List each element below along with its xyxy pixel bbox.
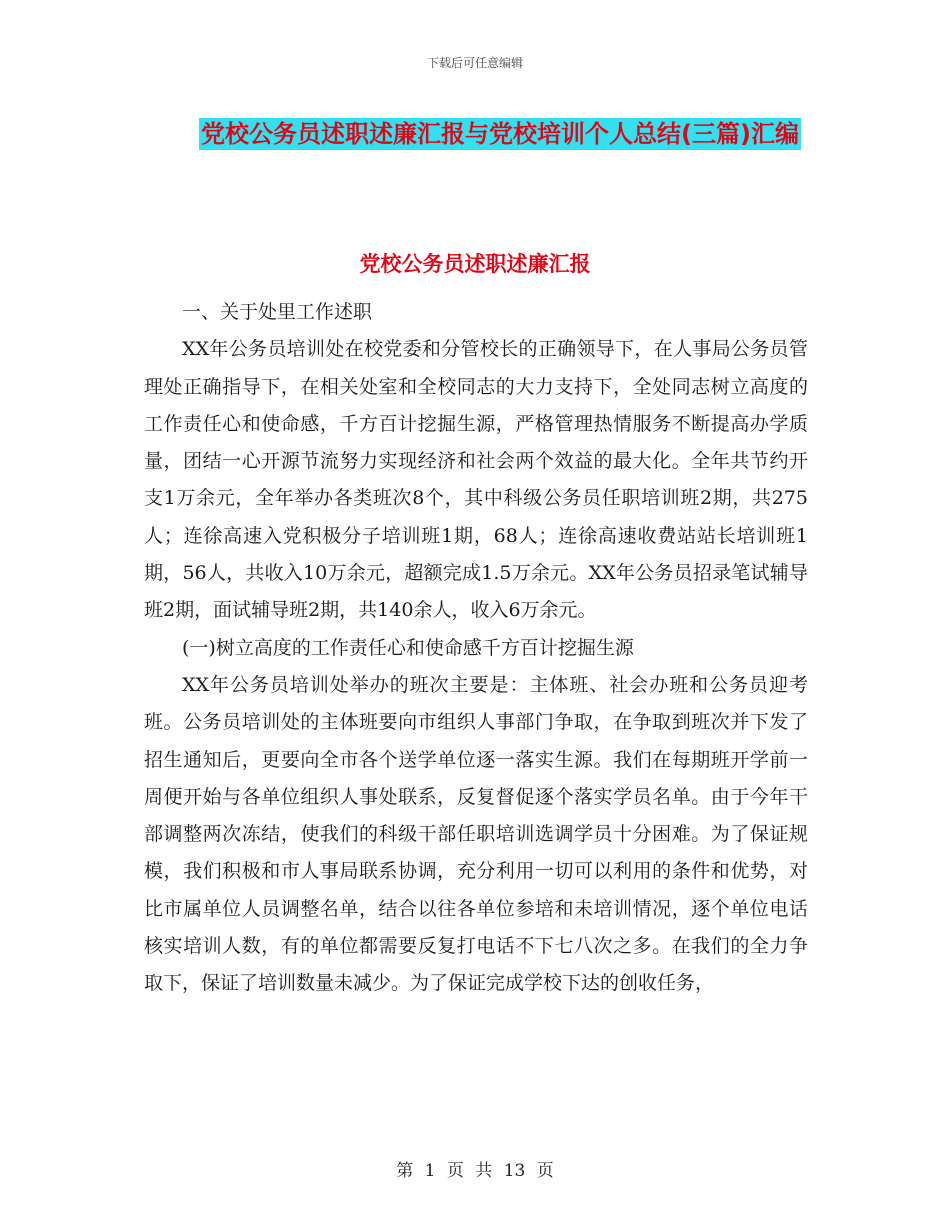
page-header: 下载后可任意编辑	[426, 56, 523, 70]
page-footer: 第 1 页 共 13 页	[396, 1161, 554, 1181]
subsection-heading: (一)树立高度的工作责任心和使命感千方百计挖掘生源	[182, 636, 634, 659]
document-title	[190, 112, 810, 156]
body-paragraph: XX年公务员培训处举办的班次主要是：主体班、社会办班和公务员迎考班。公务员培训处的主体班要向市组织人事部门争取，在争取到班次并下发了招生通知后，更要向全市各个送学单位逐一落实生源。我们在每期班开学前一周便开始与各单位组织人事处联系，反复督促逐个落实学员名单。由于今年干部调整两次冻结，使我们的科级干部任职培训选调学员十分困难。为了保证规模，我们积极和市人事局联系协调，充分利用一切可以利用的条件和优势，对比市属单位人员调整名单，结合以往各单位参培和未培训情况，逐个单位电话核实培训人数，有的单位都需要反复打电话不下七八次之多。在我们的全力争取下，保证了培训数量未减少。为了保证完成学校下达的创收任务，	[144, 673, 808, 995]
highlighted-title-text: 党校公务员述职述廉汇报与党校培训个人总结(三篇)汇编	[201, 120, 799, 148]
document-body	[144, 294, 808, 1003]
body-paragraph: XX年公务员培训处在校党委和分管校长的正确领导下，在人事局公务员管理处正确指导下，在相关处室和全校同志的大力支持下，全处同志树立高度的工作责任心和使命感，千方百计挖掘生源，严格管理热情服务不断提高办学质量，团结一心开源节流努力实现经济和社会两个效益的最大化。全年共节约开支1万余元，全年举办各类班次8个，其中科级公务员任职培训班2期，共275人；连徐高速入党积极分子培训班1期，68人；连徐高速收费站站长培训班1期，56人，共收入10万余元，超额完成1.5万余元。XX年公务员招录笔试辅导班2期，面试辅导班2期，共140余人，收入6万余元。	[144, 338, 808, 622]
section-heading: 一、关于处里工作述职	[182, 301, 373, 323]
section-title: 党校公务员述职述廉汇报	[359, 252, 591, 276]
